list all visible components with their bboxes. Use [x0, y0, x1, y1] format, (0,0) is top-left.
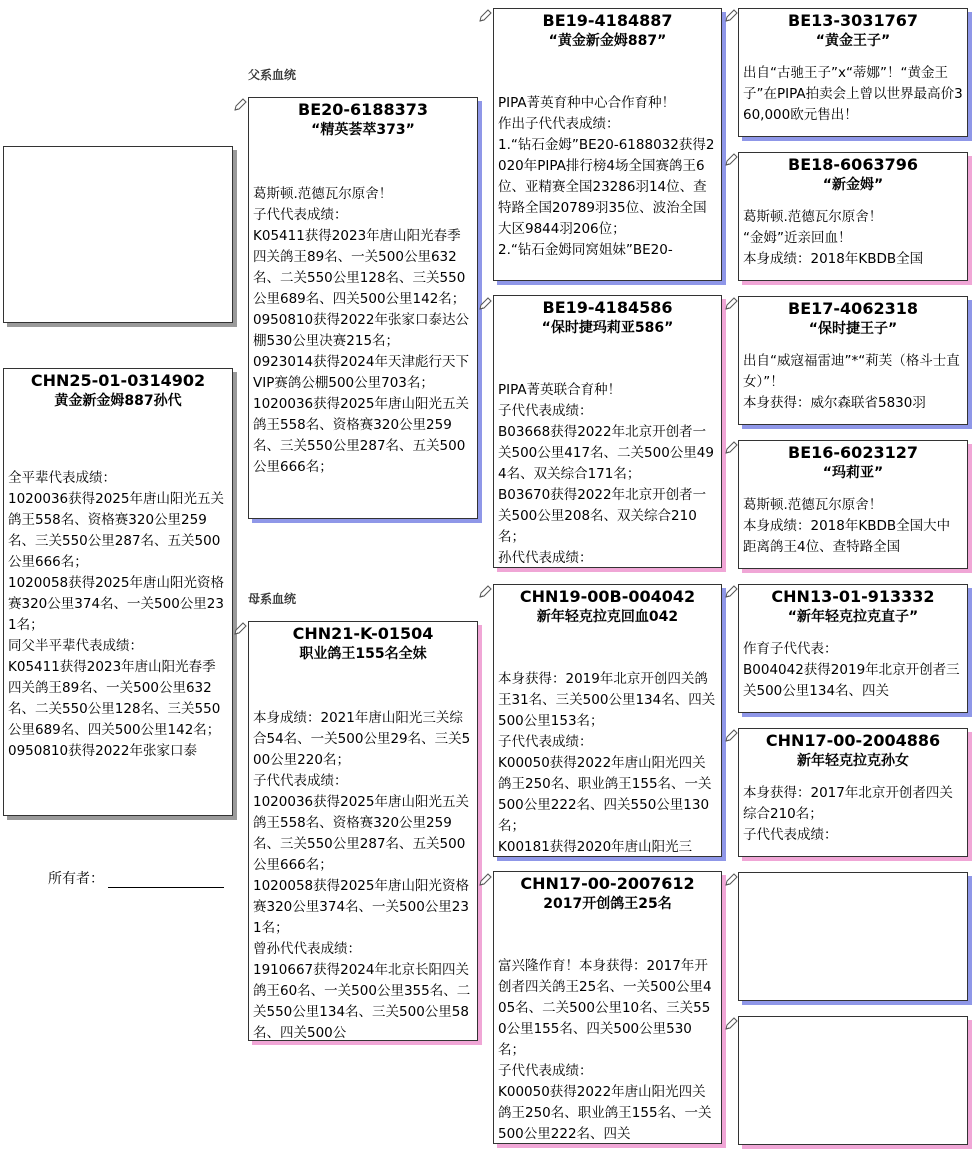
edit-icon[interactable] — [724, 9, 738, 23]
edit-icon[interactable] — [724, 873, 738, 887]
sss-desc: 出自“古驰王子”x“蒂娜”！“黄金王子”在PIPA拍卖会上曾以世界最高价360,000欧元售出！ — [743, 65, 963, 123]
dsd-ring: CHN17-00-2004886 — [765, 731, 941, 750]
edit-icon[interactable] — [233, 622, 247, 636]
sds-name: “保时捷王子” — [808, 321, 898, 337]
sds-desc: 出自“威寇福雷迪”*“莉芙（格斗士直女）”！ 本身获得：威尔森联省5830羽 — [743, 353, 960, 411]
ds-name: 新年轻克拉克回血042 — [536, 609, 679, 625]
photo-frame — [3, 146, 233, 323]
dam-card[interactable] — [248, 621, 478, 1041]
dam-line-label: 母系血统 — [248, 592, 297, 606]
owner-field — [48, 868, 224, 888]
ds-card[interactable] — [493, 584, 722, 857]
dss-ring: CHN13-01-913332 — [771, 587, 935, 606]
dd-name: 2017开创鸽王25名 — [543, 896, 672, 912]
dam-name: 职业鸽王155名全妹 — [299, 646, 427, 662]
dss-desc: 作育子代代表： B004042获得2019年北京开创者三关500公里134名、四关 — [743, 641, 960, 699]
ssd-name: “新金姆” — [822, 177, 884, 193]
dam-desc: 本身成绩：2021年唐山阳光三关综合54名、一关500公里29名、三关500公里220名； 子代代表成绩： 1020036获得2025年唐山阳光五关鸽王558名、资格赛320公里259名、三关550公里287名、五关500公里666名； 1020058获得2025年唐山阳光资格赛320公里374名、一关500公里231名； 曾孙代代表成绩： 1910667获得2024年北京长阳四关鸽王60名、一关500公里355名、二关550公里134名、三关500公里58名、四关500公 — [253, 710, 471, 1041]
edit-icon[interactable] — [724, 441, 738, 455]
sd-name: “保时捷玛莉亚586” — [541, 320, 674, 336]
dd-desc: 富兴隆作育！本身获得：2017年开创者四关鸽王25名、一关500公里405名、二关500公里10名、三关550公里155名、四关500公里530名； 子代代表成绩： K00050获得2022年唐山阳光四关鸽王250名、职业鸽王155名、一关500公里222名、四关 — [498, 958, 712, 1142]
dd-card[interactable] — [493, 871, 722, 1144]
sire-line-label: 父系血统 — [248, 68, 297, 82]
dd-ring: CHN17-00-2007612 — [520, 874, 695, 893]
subject-name: 黄金新金姆887孙代 — [54, 393, 182, 409]
dsd-desc: 本身获得：2017年北京开创者四关综合210名； 子代代表成绩： — [743, 785, 953, 843]
sss-card[interactable] — [738, 8, 968, 137]
edit-icon[interactable] — [724, 729, 738, 743]
ss-desc: PIPA菁英育种中心合作育种！ 作出子代代表成绩： 1.“钻石金姆”BE20-6188032获得2020年PIPA排行榜4场全国赛鸽王6位、亚精赛全国23286羽14位、查特路全国20789羽35位、波治全国大区9844羽206位； 2.“钻石金姆同窝姐妹”BE20- — [498, 95, 715, 258]
ssd-card[interactable] — [738, 152, 968, 281]
sds-card[interactable] — [738, 296, 968, 425]
edit-icon[interactable] — [724, 153, 738, 167]
sd-ring: BE19-4184586 — [542, 298, 673, 317]
sire-name: “精英荟萃373” — [311, 122, 415, 138]
ds-desc: 本身获得：2019年北京开创四关鸽王31名、三关500公里134名、四关500公里153名； 子代代表成绩： K00050获得2022年唐山阳光四关鸽王250名、职业鸽王155名、一关500公里222名、四关550公里130名； K00181获得2020年唐山阳光三 — [498, 671, 716, 855]
subject-ring: CHN25-01-0314902 — [30, 371, 206, 390]
sdd-name: “玛莉亚” — [822, 465, 884, 481]
dss-name: “新年轻克拉克直子” — [787, 609, 919, 625]
dds-card-empty[interactable] — [738, 872, 968, 1001]
sss-name: “黄金王子” — [815, 33, 891, 49]
sss-ring: BE13-3031767 — [788, 11, 918, 30]
edit-icon[interactable] — [724, 297, 738, 311]
sds-ring: BE17-4062318 — [788, 299, 918, 318]
dsd-name: 新年轻克拉克孙女 — [797, 753, 909, 769]
dam-ring: CHN21-K-01504 — [292, 624, 434, 643]
subject-desc: 全平辈代表成绩： 1020036获得2025年唐山阳光五关鸽王558名、资格赛320公里259名、三关550公里287名、五关500公里666名； 1020058获得2025年唐山阳光资格赛320公里374名、一关500公里231名； 同父半平辈代表成绩： K05411获得2023年唐山阳光春季四关鸽王89名、一关500公里632名、二关550公里128名、三关550公里689名、四关500公里142名； 0950810获得2022年张家口泰 — [8, 470, 224, 759]
sire-ring: BE20-6188373 — [298, 100, 428, 119]
ss-name: “黄金新金姆887” — [548, 33, 667, 49]
ds-ring: CHN19-00B-004042 — [519, 587, 696, 606]
dss-card[interactable] — [738, 584, 968, 713]
edit-icon[interactable] — [478, 297, 492, 311]
ssd-ring: BE18-6063796 — [788, 155, 918, 174]
ss-ring: BE19-4184887 — [542, 11, 673, 30]
ssd-desc: 葛斯顿.范德瓦尔原舍！ “金姆”近亲回血！ 本身成绩：2018年KBDB全国 — [743, 209, 924, 267]
edit-icon[interactable] — [478, 585, 492, 599]
dsd-card[interactable] — [738, 728, 968, 857]
sdd-desc: 葛斯顿.范德瓦尔原舍！ 本身成绩：2018年KBDB全国大中距离鸽王4位、查特路全国 — [743, 497, 951, 555]
owner-line[interactable] — [108, 871, 224, 888]
edit-icon[interactable] — [724, 1017, 738, 1031]
sd-desc: PIPA菁英联合育种！ 子代代表成绩： B03668获得2022年北京开创者一关500公里417名、二关500公里494名、双关综合171名； B03670获得2022年北京开创者一关500公里208名、双关综合210名； 孙代代表成绩： — [498, 382, 714, 566]
edit-icon[interactable] — [478, 873, 492, 887]
sdd-card[interactable] — [738, 440, 968, 569]
sd-card[interactable] — [493, 295, 722, 568]
edit-icon[interactable] — [478, 9, 492, 23]
edit-icon[interactable] — [724, 585, 738, 599]
subject-card[interactable] — [3, 368, 233, 816]
owner-label: 所有者： — [48, 871, 104, 887]
ddd-card-empty[interactable] — [738, 1016, 968, 1145]
sdd-ring: BE16-6023127 — [788, 443, 918, 462]
edit-icon[interactable] — [233, 98, 247, 112]
sire-card[interactable] — [248, 97, 478, 519]
ss-card[interactable] — [493, 8, 722, 281]
sire-desc: 葛斯顿.范德瓦尔原舍！ 子代代表成绩： K05411获得2023年唐山阳光春季四关鸽王89名、一关500公里632名、二关550公里128名、三关550公里689名、四关500公里142名； 0950810获得2022年张家口泰达公棚530公里决赛215名； 0923014获得2024年天津彪行天下VIP赛鸽公棚500公里703名； 1020036获得2025年唐山阳光五关鸽王558名、资格赛320公里259名、三关550公里287名、五关500公里666名； — [253, 186, 469, 475]
